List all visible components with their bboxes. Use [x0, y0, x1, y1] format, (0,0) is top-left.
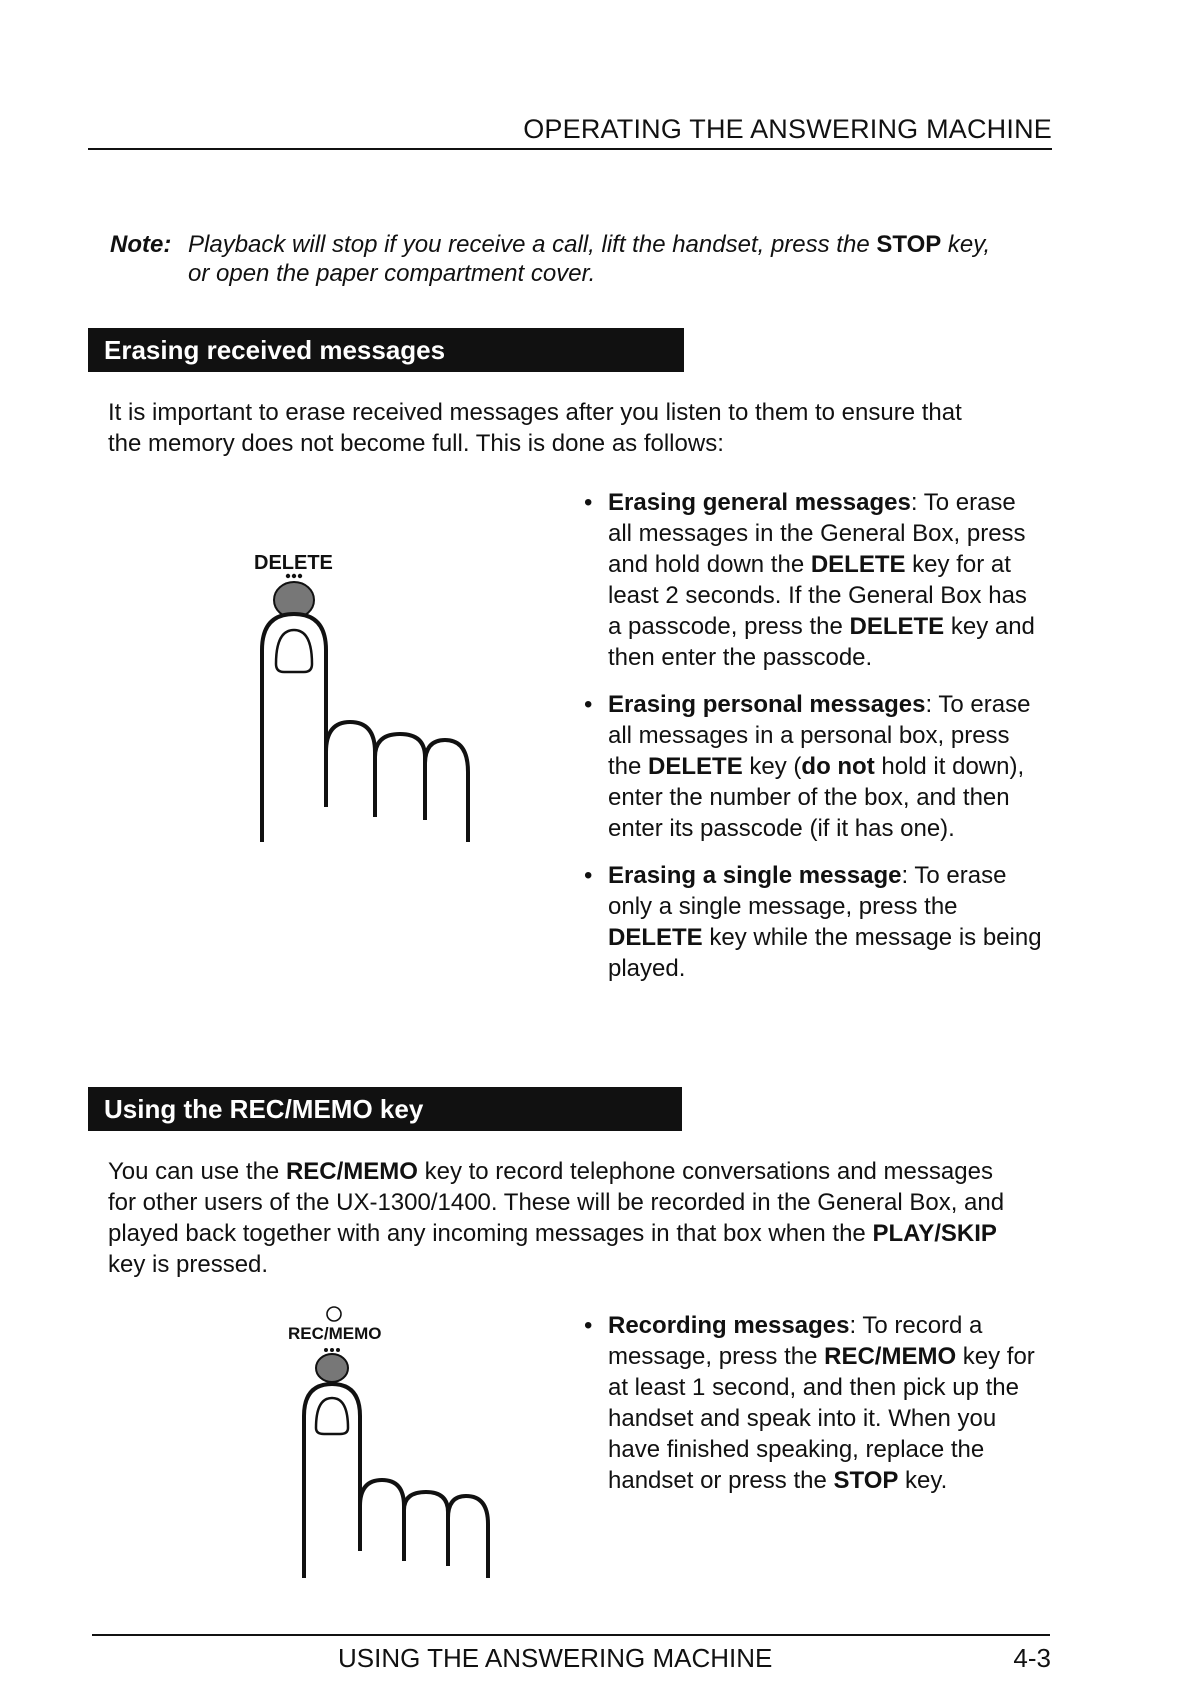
list-item: • Erasing a single message: To erase only a single message, press the DELETE key while the message is being played. [584, 860, 1044, 984]
delete-key-illustration [230, 552, 490, 852]
rec-memo-bullet-list [584, 1310, 1044, 1512]
page-number: 4-3 [1013, 1643, 1051, 1673]
erase-intro: It is important to erase received messages after you listen to them to ensure that the memory does not become full. This is done as follows: [108, 399, 962, 457]
delete-key-label: DELETE [254, 552, 333, 574]
page-header [88, 112, 1052, 150]
note-text: Playback will stop if you receive a call, lift the handset, press the STOP key, or open the paper compartment cover. [188, 231, 991, 287]
pressing-finger-icon [230, 572, 490, 852]
footer-rule [92, 1634, 1050, 1636]
pressing-finger-icon [268, 1346, 528, 1586]
note-label: Note: [110, 231, 172, 258]
rec-memo-key-illustration [268, 1304, 528, 1584]
rec-memo-key-label: REC/MEMO [288, 1324, 382, 1343]
indicator-lamp-icon [324, 1304, 344, 1324]
erase-bullet-list [584, 487, 1044, 1000]
list-item: • Erasing personal messages: To erase all messages in a personal box, press the DELETE key (do not hold it down), enter the number of the box, and then enter its passcode (if it has one). [584, 689, 1044, 844]
footer-title: USING THE ANSWERING MACHINE [338, 1643, 773, 1673]
list-item: • Erasing general messages: To erase all messages in the General Box, press and hold down the DELETE key for at least 2 seconds. If the General Box has a passcode, press the DELETE key and then enter the passcode. [584, 487, 1044, 673]
rec-memo-intro: You can use the REC/MEMO key to record telephone conversations and messages for other users of the UX-1300/1400. These will be recorded in the General Box, and played back together with any incoming messages in that box when the PLAY/SKIP key is pressed. [108, 1158, 1005, 1278]
header-title: OPERATING THE ANSWERING MACHINE [523, 114, 1052, 144]
section-heading-rec-memo: Using the REC/MEMO key [88, 1087, 682, 1131]
section-heading-erase: Erasing received messages [88, 328, 684, 372]
list-item: • Recording messages: To record a message, press the REC/MEMO key for at least 1 second, and then pick up the handset and speak into it. When you have finished speaking, replace the handset or press the STOP key. [584, 1310, 1044, 1496]
